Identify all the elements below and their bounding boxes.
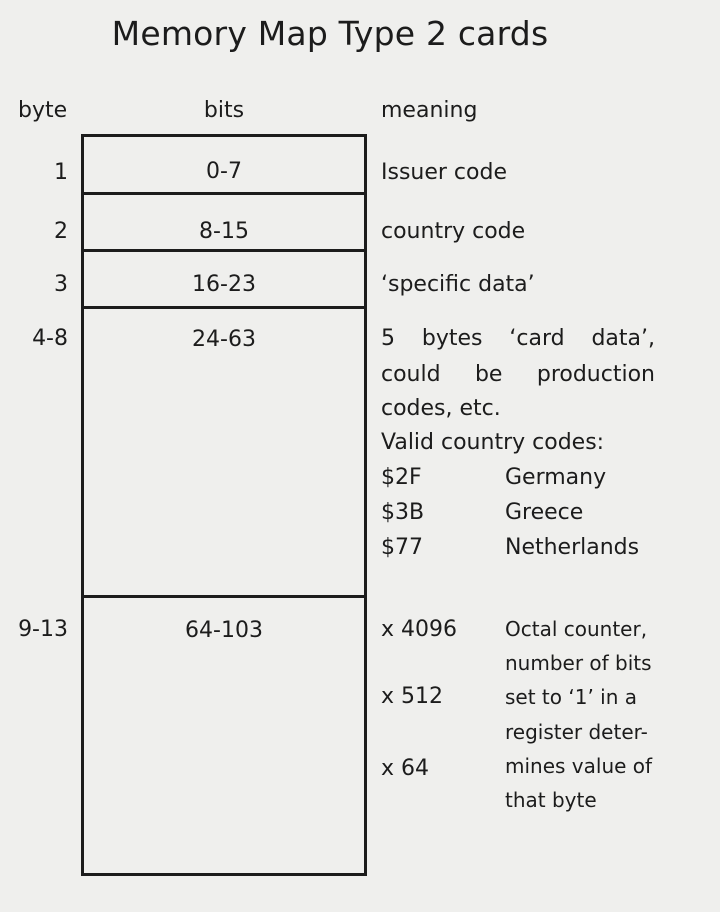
meaning-country-code: country code: [381, 219, 526, 244]
country-code-value: $3B: [381, 500, 425, 525]
valid-country-codes-title: Valid country codes:: [381, 430, 605, 455]
byte-label-1: 1: [54, 160, 68, 185]
meaning-card-data-line-1: 5 bytes ‘card data’,: [381, 326, 655, 351]
counter-note-line-3: set to ‘1’ in a: [505, 685, 638, 709]
country-code-value: $77: [381, 535, 423, 560]
byte-label-4-8: 4-8: [32, 326, 68, 351]
page-title: Memory Map Type 2 cards: [111, 14, 549, 53]
byte-label-2: 2: [54, 219, 68, 244]
multiplier-64: x 64: [381, 756, 430, 781]
meaning-specific-data: ‘specific data’: [381, 272, 535, 297]
bits-column-header: bits: [203, 98, 245, 123]
bits-label: 16-23: [192, 272, 256, 297]
memory-cell-byte-2: [81, 192, 367, 252]
bits-label: 64-103: [185, 618, 263, 643]
bits-label: 8-15: [199, 219, 249, 244]
memory-cell-bytes-9-13: [81, 595, 367, 876]
multiplier-512: x 512: [381, 684, 444, 709]
byte-label-3: 3: [54, 272, 68, 297]
meaning-card-data-line-3: codes, etc.: [381, 396, 501, 421]
country-name: Greece: [505, 500, 584, 525]
byte-column-header: byte: [18, 98, 68, 123]
counter-note-line-6: that byte: [505, 788, 597, 812]
country-name: Netherlands: [505, 535, 640, 560]
memory-cell-byte-3: [81, 249, 367, 309]
bits-label: 24-63: [192, 327, 256, 352]
counter-note-line-2: number of bits: [505, 651, 652, 675]
counter-note-line-4: register deter-: [505, 720, 648, 744]
counter-note-line-1: Octal counter,: [505, 617, 648, 641]
multiplier-4096: x 4096: [381, 617, 458, 642]
country-name: Germany: [505, 465, 607, 490]
byte-label-9-13: 9-13: [18, 617, 68, 642]
meaning-issuer-code: Issuer code: [381, 160, 507, 185]
meaning-column-header: meaning: [381, 98, 478, 123]
counter-note-line-5: mines value of: [505, 754, 653, 778]
country-code-value: $2F: [381, 465, 422, 490]
bits-label: 0-7: [206, 159, 242, 184]
meaning-card-data-line-2: could be production: [381, 362, 655, 387]
memory-cell-bytes-4-8: [81, 306, 367, 598]
memory-cell-byte-1: [81, 134, 367, 195]
